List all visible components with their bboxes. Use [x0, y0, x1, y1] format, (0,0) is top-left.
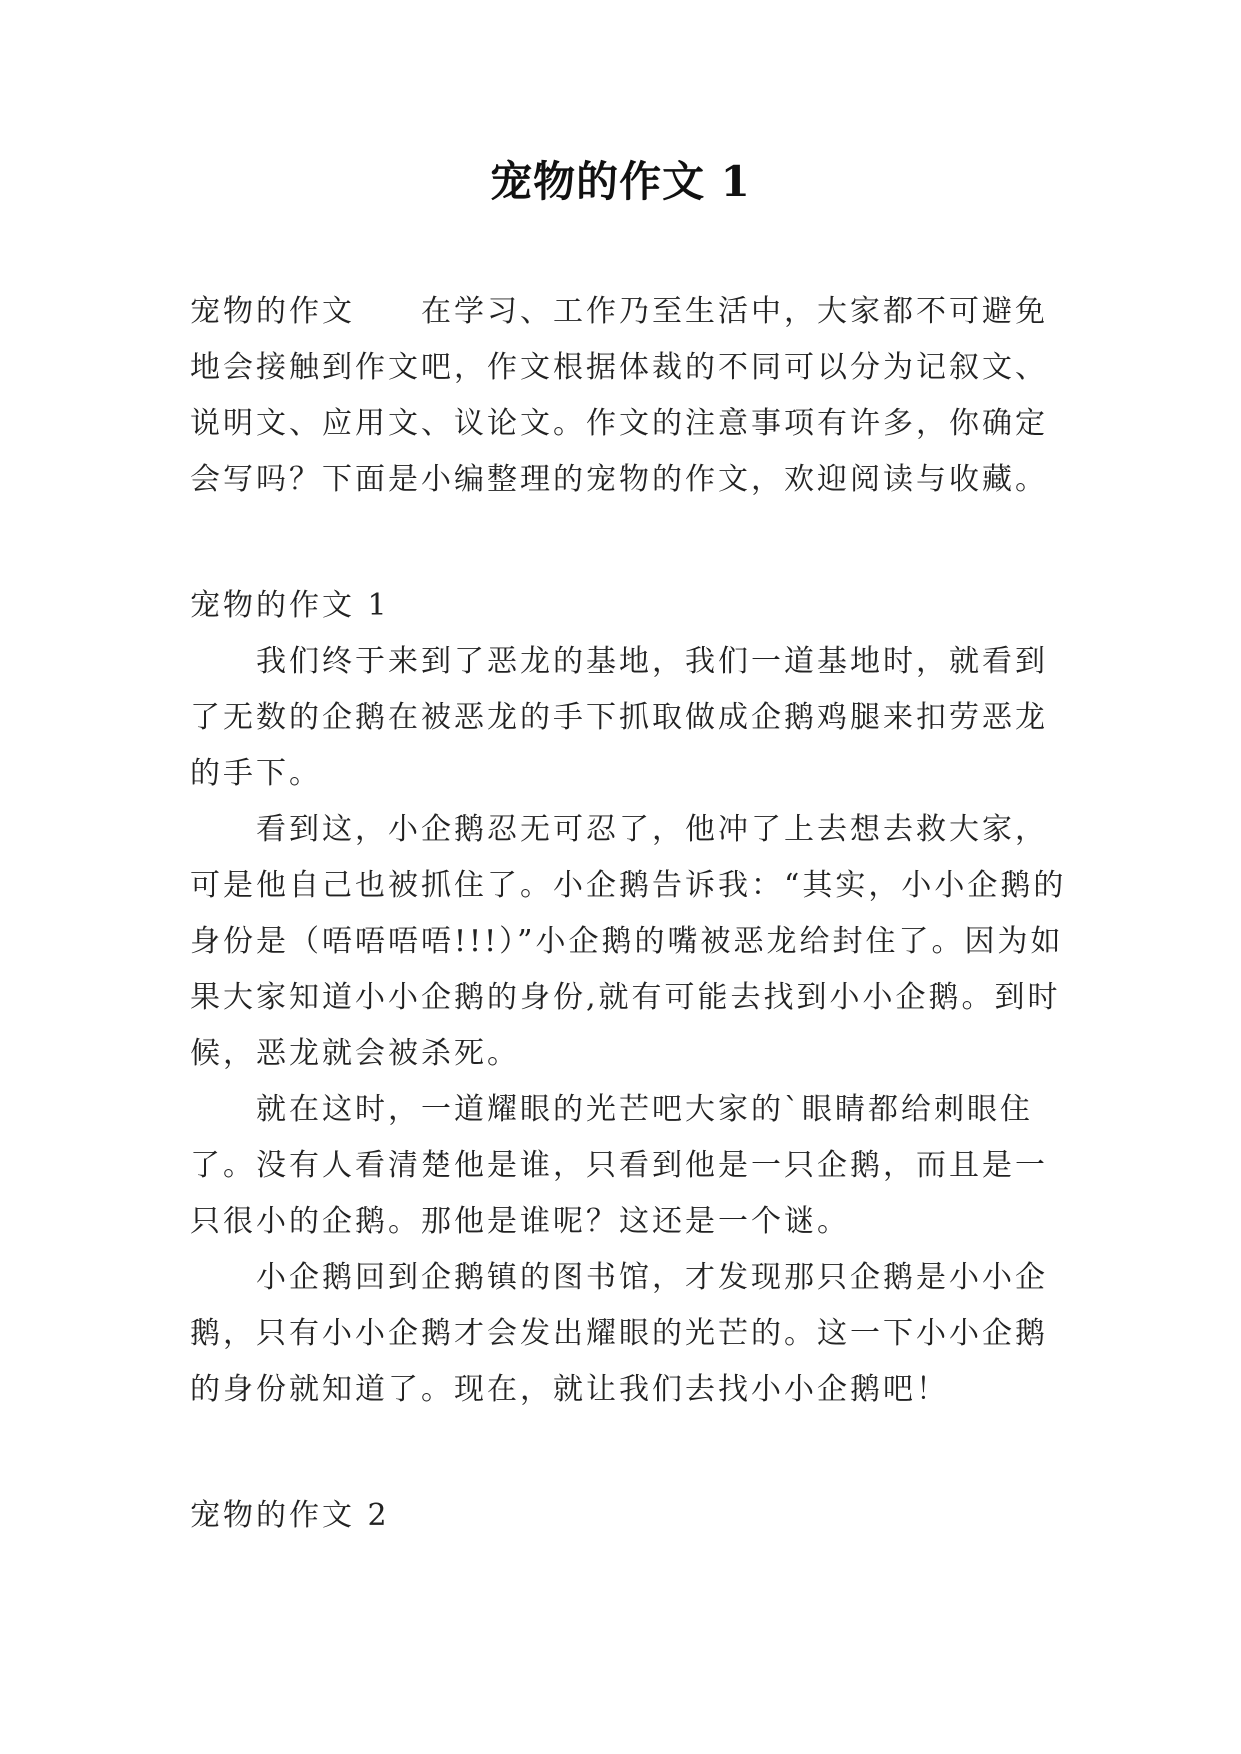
section-1-heading: 宠物的作文 1	[190, 588, 390, 623]
section-1-paragraph-4: 小企鹅回到企鹅镇的图书馆，才发现那只企鹅是小小企鹅，只有小小企鹅才会发出耀眼的光芒的。这一下小小企鹅的身份就知道了。现在，就让我们去找小小企鹅吧！	[190, 1260, 1048, 1407]
intro-paragraph	[190, 284, 1070, 508]
document-title: 宠物的作文 1	[490, 157, 751, 206]
section-1-paragraph-3: 就在这时，一道耀眼的光芒吧大家的`眼睛都给刺眼住了。没有人看清楚他是谁，只看到他是一只企鹅，而且是一只很小的企鹅。那他是谁呢？这还是一个谜。	[190, 1092, 1048, 1239]
section-spacer	[190, 508, 1070, 578]
document-body	[190, 284, 1070, 1544]
intro-lead: 宠物的作文	[190, 294, 355, 329]
intro-text: 在学习、工作乃至生活中，大家都不可避免地会接触到作文吧，作文根据体裁的不同可以分为记叙文、说明文、应用文、议论文。作文的注意事项有许多，你确定会写吗？下面是小编整理的宠物的作文，欢迎阅读与收藏。	[190, 294, 1048, 497]
section-1-paragraph-2: 看到这，小企鹅忍无可忍了，他冲了上去想去救大家，可是他自己也被抓住了。小企鹅告诉我：“其实，小小企鹅的身份是（唔唔唔唔!!!）”小企鹅的嘴被恶龙给封住了。因为如果大家知道小小企鹅的身份,就有可能去找到小小企鹅。到时候，恶龙就会被杀死。	[190, 812, 1067, 1071]
section-spacer	[190, 1418, 1070, 1488]
section-1-paragraph-1: 我们终于来到了恶龙的基地，我们一道基地时，就看到了无数的企鹅在被恶龙的手下抓取做成企鹅鸡腿来扣劳恶龙的手下。	[190, 644, 1048, 791]
section-2-heading: 宠物的作文 2	[190, 1498, 390, 1533]
